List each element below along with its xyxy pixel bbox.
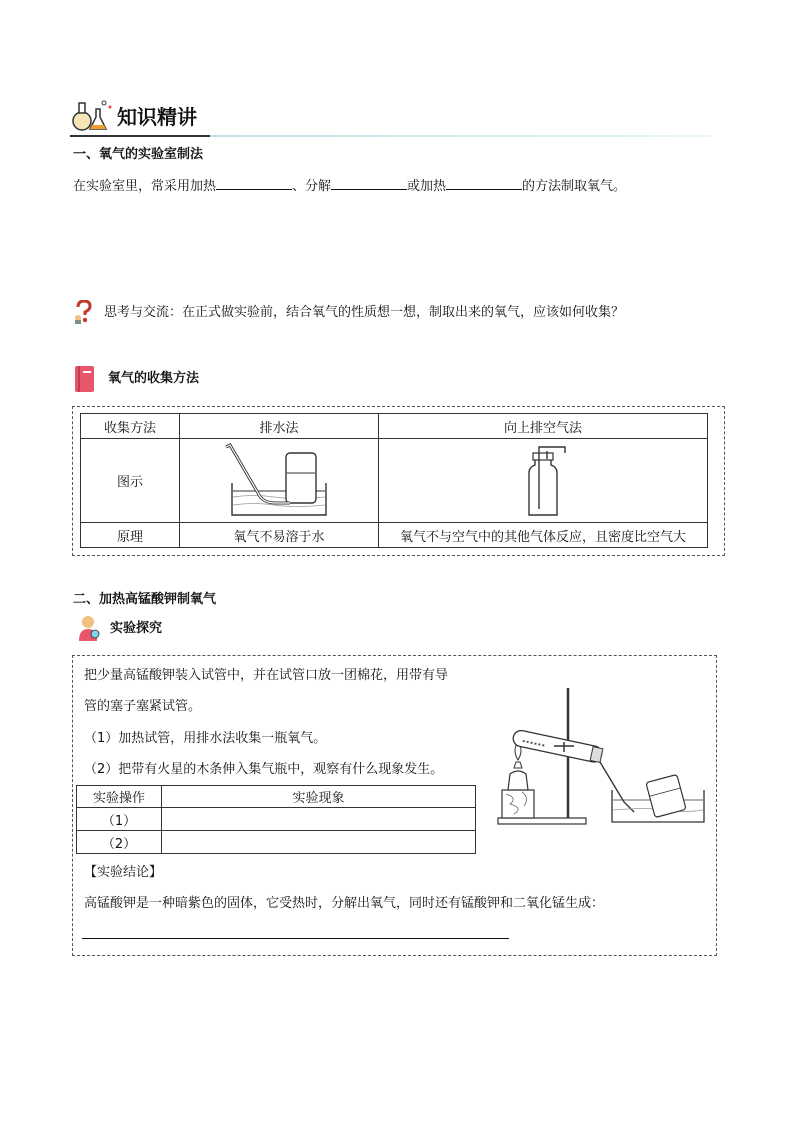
header-divider — [70, 135, 710, 137]
col-operation: 实验操作 — [77, 786, 162, 808]
sentence-prefix: 在实验室里，常采用加热 — [73, 179, 217, 194]
water-displacement-diagram — [180, 439, 379, 523]
row-1-answer[interactable] — [162, 808, 476, 831]
principle2-cell: 氧气不与空气中的其他气体反应，且密度比空气大 — [379, 523, 708, 548]
row-1-label: （1） — [77, 808, 162, 831]
section1-heading: 一、氧气的实验室制法 — [73, 147, 204, 162]
page-title: 知识精讲 — [117, 105, 197, 129]
blank-1[interactable] — [216, 175, 292, 190]
apparatus-diagram — [496, 686, 710, 828]
section1-sentence — [73, 175, 626, 196]
header-icon — [70, 97, 114, 133]
experiment-subheading: 实验探究 — [110, 621, 163, 636]
conclusion-answer-line[interactable] — [82, 938, 509, 939]
collection-table — [80, 413, 708, 548]
row-2-answer[interactable] — [162, 831, 476, 854]
collection-title: 氧气的收集方法 — [108, 371, 200, 386]
intro-line-2: 管的塞子塞紧试管。 — [84, 699, 202, 714]
blank-2[interactable] — [331, 175, 407, 190]
book-icon — [74, 365, 96, 393]
sentence-mid1: 、分解 — [292, 179, 332, 194]
conclusion-text: 高锰酸钾是一种暗紫色的固体，它受热时，分解出氧气，同时还有锰酸钾和二氧化锰生成： — [84, 896, 605, 911]
intro-line-1: 把少量高锰酸钾装入试管中，并在试管口放一团棉花，用带有导 — [84, 668, 449, 683]
col-phenomenon: 实验现象 — [162, 786, 476, 808]
principle-label-cell: 原理 — [81, 523, 180, 548]
step-2: （2）把带有火星的木条伸入集气瓶中，观察有什么现象发生。 — [84, 762, 444, 777]
sentence-mid2: 或加热 — [407, 179, 447, 194]
question-icon — [73, 300, 95, 324]
section2-heading: 二、加热高锰酸钾制氧气 — [73, 592, 217, 607]
blank-3[interactable] — [446, 175, 522, 190]
experiment-icon — [75, 614, 101, 642]
sentence-suffix: 的方法制取氧气。 — [522, 179, 627, 194]
row-2-label: （2） — [77, 831, 162, 854]
upward-air-diagram — [379, 439, 708, 523]
think-text: 思考与交流：在正式做实验前，结合氧气的性质想一想，制取出来的氧气，应该如何收集？ — [104, 305, 625, 320]
conclusion-title: 【实验结论】 — [84, 865, 163, 880]
principle1-cell: 氧气不易溶于水 — [180, 523, 379, 548]
step-1: （1）加热试管，用排水法收集一瓶氧气。 — [84, 731, 327, 746]
diagram-label-cell: 图示 — [81, 439, 180, 523]
experiment-table — [76, 785, 476, 854]
method2-cell: 向上排空气法 — [379, 414, 708, 439]
method1-cell: 排水法 — [180, 414, 379, 439]
header-col-cell: 收集方法 — [81, 414, 180, 439]
